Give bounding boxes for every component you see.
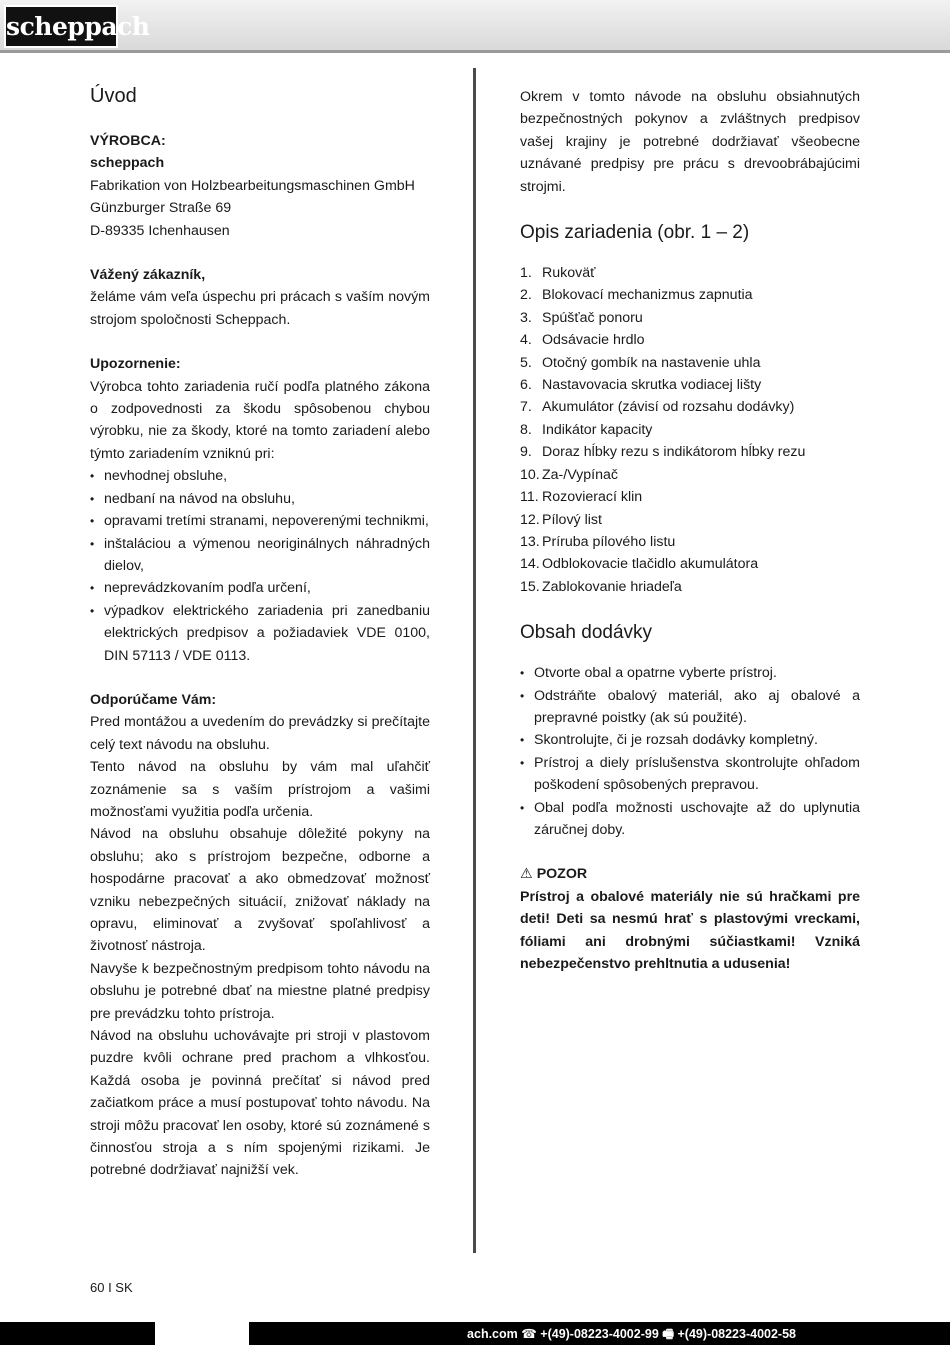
notice-text: Výrobca tohto zariadenia ručí podľa platného zákona o zodpovednosti za škodu spôsobenou chybou výrobku, nie za škody, ktoré na tomto zariadení alebo týmto zariadením vzniknú pri: bbox=[90, 378, 430, 462]
list-item: 8. Indikátor kapacity bbox=[520, 421, 653, 438]
list-item: 6. Nastavovacia skrutka vodiacej lišty bbox=[520, 377, 762, 394]
list-item: • nevhodnej obsluhe, bbox=[90, 465, 430, 487]
scheppach-logo: scheppach bbox=[4, 5, 118, 48]
list-item: 5. Otočný gombík na nastavenie uhla bbox=[520, 354, 761, 371]
list-item: • inštaláciou a výmenou neoriginálnych náhradných dielov, bbox=[90, 533, 430, 578]
desc-list bbox=[520, 262, 860, 598]
list-item: • neprevádzkovaním podľa určení, bbox=[90, 577, 430, 599]
intro-text: Okrem v tomto návode na obsluhu obsiahnutých bezpečnostných pokynov a zvláštnych predpisov vašej krajiny je potrebné dodržiavať všeobecne uznávané predpisy pre prácu s drevoobrábajúcimi strojmi. bbox=[520, 89, 860, 195]
content-list bbox=[520, 662, 860, 841]
page-title: Úvod bbox=[90, 85, 137, 107]
warning-heading: ⚠ POZOR bbox=[520, 866, 588, 883]
list-item: • Otvorte obal a opatrne vyberte prístroj. bbox=[520, 662, 860, 684]
recommend-paragraph: Tento návod na obsluhu by vám mal uľahčiť zoznámenie sa s vaším prístrojom a vašimi možnosťami využitia podľa určenia. bbox=[90, 759, 430, 820]
list-item: 10. Za-/Vypínač bbox=[520, 466, 618, 483]
maker-line: D-89335 Ichenhausen bbox=[90, 222, 230, 239]
recommend-paragraph: Návod na obsluhu obsahuje dôležité pokyny na obsluhu; ako s prístrojom bezpečne, odborne a hospodárne pracovať a ako obmedzovať možnosť vzniku nebezpečných situácií, znižovať náklady na opravu, eliminovať a zvyšovať spoľahlivosť a životnosť nástroja. bbox=[90, 826, 430, 955]
list-item: • Skontrolujte, či je rozsah dodávky kompletný. bbox=[520, 729, 860, 751]
right-column bbox=[520, 86, 860, 975]
list-item: 2. Blokovací mechanizmus zapnutia bbox=[520, 287, 753, 304]
column-divider bbox=[473, 68, 476, 1253]
left-column bbox=[90, 82, 430, 1182]
list-item: 14. Odblokovacie tlačidlo akumulátora bbox=[520, 556, 759, 573]
customer-heading: Vážený zákazník, bbox=[90, 267, 206, 284]
maker-name: scheppach bbox=[90, 155, 165, 172]
customer-text: želáme vám veľa úspechu pri prácach s vaším novým strojom spoločnosti Scheppach. bbox=[90, 289, 430, 328]
list-item: • Prístroj a diely príslušenstva skontrolujte ohľadom poškodení spôsobených prepravou. bbox=[520, 752, 860, 797]
list-item: 15. Zablokovanie hriadeľa bbox=[520, 578, 682, 595]
list-item: 13. Príruba pílového listu bbox=[520, 533, 676, 550]
maker-heading: VÝROBCA: bbox=[90, 133, 166, 149]
desc-heading: Opis zariadenia (obr. 1 – 2) bbox=[520, 222, 750, 244]
list-item: 9. Doraz hĺbky rezu s indikátorom hĺbky rezu bbox=[520, 444, 806, 461]
list-item: 7. Akumulátor (závisí od rozsahu dodávky) bbox=[520, 399, 795, 416]
list-item: 12. Pílový list bbox=[520, 511, 602, 528]
warning-icon: ⚠ bbox=[520, 866, 533, 883]
recommend-paragraph: Návod na obsluhu uchovávajte pri stroji v plastovom puzdre kvôli ochrane pred prachom a vlhkosťou. Každá osoba je povinná prečítať si návod pred začiatkom práce a musí postupovať tohto návodu. Na stroji môžu pracovať len osoby, ktoré sú zoznámené s činnosťou stroja a s ním spojenými rizikami. Je potrebné dodržiavať najnižší vek. bbox=[90, 1028, 430, 1179]
footer-gap bbox=[155, 1322, 249, 1345]
warning-text: Prístroj a obalové materiály nie sú hračkami pre deti! Deti sa nesmú hrať s plastovými vreckami, fóliami ani drobnými súčiastkami! Vzniká nebezpečenstvo prehltnutia a udusenia! bbox=[520, 888, 860, 972]
list-item: • nedbaní na návod na obsluhu, bbox=[90, 488, 430, 510]
maker-line: Fabrikation von Holzbearbeitungsmaschinen GmbH bbox=[90, 177, 415, 194]
recommend-paragraph: Navyše k bezpečnostným predpisom tohto návodu na obsluhu je potrebné dbať na miestne platné predpisy pre prevádzku tohto prístroja. bbox=[90, 960, 430, 1022]
list-item: • Odstráňte obalový materiál, ako aj obalové a prepravné poistky (ak sú použité). bbox=[520, 685, 860, 730]
notice-list bbox=[90, 465, 430, 667]
page-header bbox=[0, 0, 950, 53]
notice-heading: Upozornenie: bbox=[90, 356, 181, 373]
recommend-heading: Odporúčame Vám: bbox=[90, 691, 217, 708]
footer-contact: ach.com ☎ +(49)-08223-4002-99 🖷 +(49)-08223-4002-58 bbox=[467, 1327, 796, 1341]
content-heading: Obsah dodávky bbox=[520, 622, 653, 644]
list-item: • opravami tretími stranami, nepoverenými technikmi, bbox=[90, 510, 430, 532]
recommend-paragraph: Pred montážou a uvedením do prevádzky si prečítajte celý text návodu na obsluhu. bbox=[90, 714, 430, 753]
list-item: 4. Odsávacie hrdlo bbox=[520, 332, 645, 349]
list-item: 11. Rozovierací klin bbox=[520, 489, 643, 506]
list-item: • výpadkov elektrického zariadenia pri zanedbaniu elektrických predpisov a požiadaviek VDE 0100, DIN 57113 / VDE 0113. bbox=[90, 600, 430, 667]
page-number: 60 I SK bbox=[90, 1280, 133, 1295]
list-item: 1. Rukoväť bbox=[520, 265, 596, 282]
list-item: • Obal podľa možnosti uschovajte až do uplynutia záručnej doby. bbox=[520, 797, 860, 842]
maker-line: Günzburger Straße 69 bbox=[90, 200, 232, 217]
list-item: 3. Spúšťač ponoru bbox=[520, 309, 643, 326]
